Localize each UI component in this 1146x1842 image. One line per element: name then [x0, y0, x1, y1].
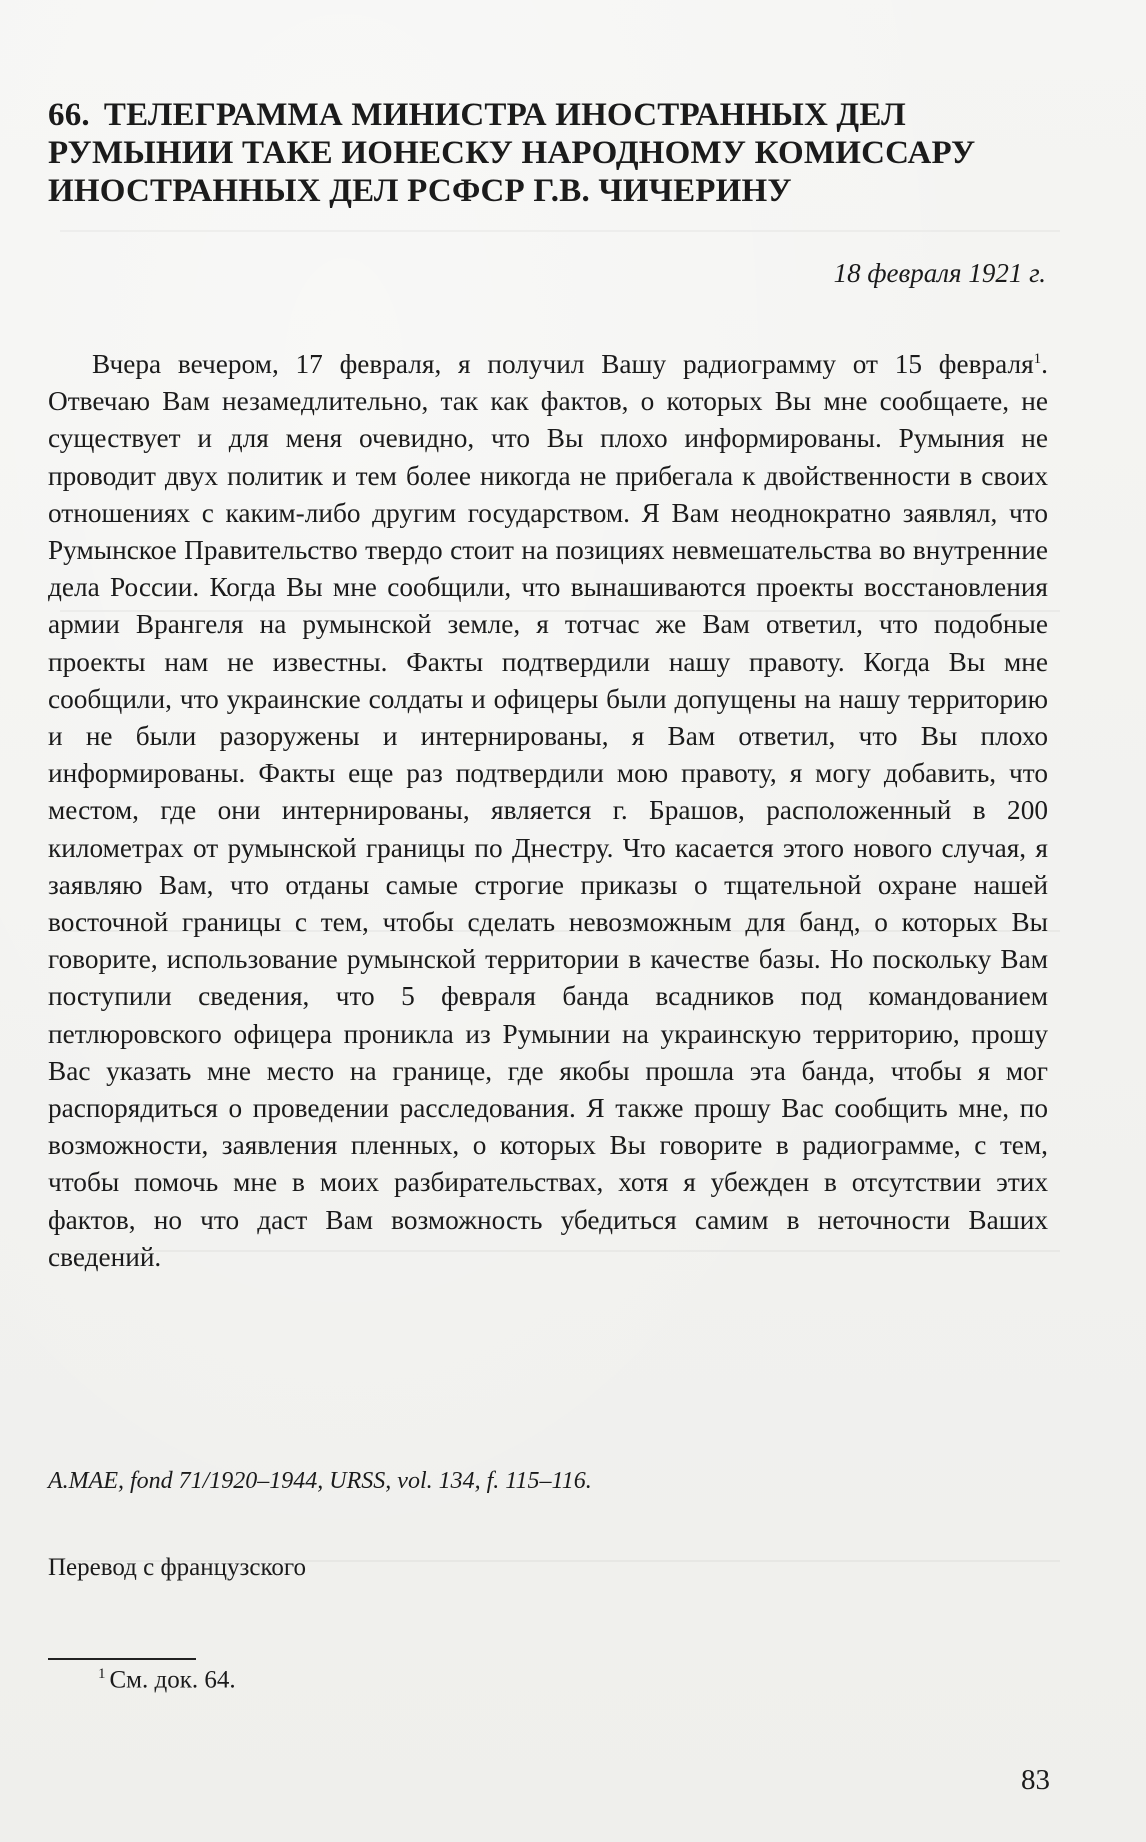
- document-number: 66.: [48, 97, 90, 133]
- footnote-divider: [48, 1658, 196, 1660]
- footnote-text: См. док. 64.: [109, 1666, 236, 1694]
- archive-source: A.MAE, fond 71/1920–1944, URSS, vol. 134, f. 115–116.: [48, 1468, 592, 1494]
- document-title: [48, 96, 1048, 210]
- body-text-part-1: Вчера вечером, 17 февраля, я получил Вашу радиограмму от 15 февраля: [92, 349, 1034, 379]
- bleed-through-line: [60, 230, 1060, 232]
- page-number: 83: [1021, 1764, 1050, 1796]
- document-date: 18 февраля 1921 г.: [833, 258, 1046, 288]
- document-body: [48, 346, 1048, 1276]
- body-text-part-2: . Отвечаю Вам незамедлительно, так как фактов, о которых Вы мне сообщаете, не существует и для меня очевидно, что Вы плохо информированы. Румыния не проводит двух политик и тем более никогда не прибегала к двойственности в своих отношениях с каким-либо другим государством. Я Вам неоднократно заявлял, что Румынское Правительство твердо стоит на позициях невмешательства во внутренние дела России. Когда Вы мне сообщили, что вынашиваются проекты восстановления армии Врангеля на румынской земле, я тотчас же Вам ответил, что подобные проекты нам не известны. Факты подтвердили нашу правоту. Когда Вы мне сообщили, что украинские солдаты и офицеры были допущены на нашу территорию и не были разоружены и интернированы, я Вам ответил, что Вы плохо информированы. Факты еще раз подтвердили мою правоту, я могу добавить, что местом, где они интернированы, является г. Брашов, расположенный в 200 километрах от румынской границы по Днестру. Что касается этого нового случая, я заявляю Вам, что отданы самые строгие приказы о тщательной охране нашей восточной границы с тем, чтобы сделать невозможным для банд, о которых Вы говорите, использование румынской территории в качестве базы. Но поскольку Вам поступили сведения, что 5 февраля банда всадников под командованием петлюровского офицера проникла из Румынии на украинскую территорию, прошу Вас указать мне место на границе, где якобы прошла эта банда, чтобы я мог распорядиться о проведении расследования. Я также прошу Вас сообщить мне, по возможности, заявления пленных, о которых Вы говорите в радиограмме, с тем, чтобы помочь мне в моих разбирательствах, хотя я убежден в отсутствии этих фактов, но что даст Вам возможность убедиться самим в неточности Ваших сведений.: [48, 349, 1048, 1272]
- footnote-mark: 1: [98, 1666, 106, 1682]
- translation-note: Перевод с французского: [48, 1554, 307, 1581]
- footnote-reference: 1: [1033, 350, 1042, 367]
- document-title-text: ТЕЛЕГРАММА МИНИСТРА ИНОСТРАННЫХ ДЕЛ РУМЫНИИ ТАКЕ ИОНЕСКУ НАРОДНОМУ КОМИССАРУ ИНОСТРАННЫХ ДЕЛ РСФСР Г.В. ЧИЧЕРИНУ: [48, 97, 976, 209]
- footnote: [98, 1666, 236, 1694]
